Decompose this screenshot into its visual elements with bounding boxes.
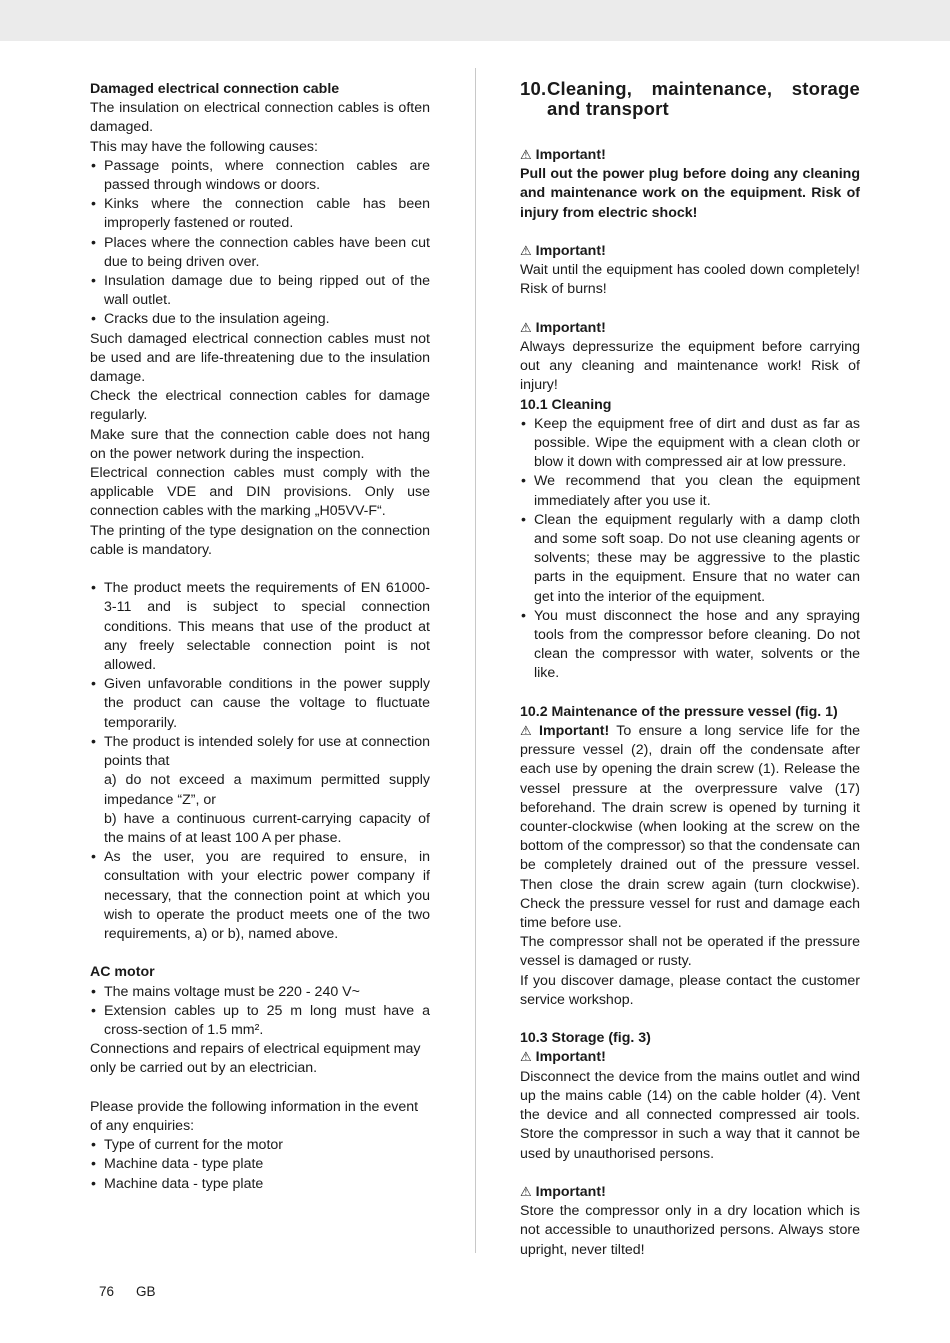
warning-heading: ⚠ Important! bbox=[520, 319, 606, 336]
list-item: • As the user, you are required to ensure, in consultation with your electric power company if necessary, that the connection point at which you wish to operate the product meets one of the two requirements, a) or b), named above. bbox=[90, 848, 430, 944]
list-item: • Given unfavorable conditions in the power supply the product can cause the voltage to fluctuate temporarily. bbox=[90, 675, 430, 733]
storage-warning-text: Store the compressor only in a dry location which is not accessible to unauthorized persons. Always store upright, never tilted! bbox=[520, 1203, 860, 1258]
warning-heading: ⚠ Important! bbox=[520, 243, 606, 259]
list-item: • Keep the equipment free of dirt and dust as far as possible. Wipe the equipment with a clean cloth or blow it down with compressed air at low pressure. bbox=[520, 415, 860, 473]
section-heading-continued bbox=[520, 99, 860, 119]
list-item: • Type of current for the motor bbox=[90, 1136, 430, 1155]
language-code: GB bbox=[136, 1284, 156, 1299]
list-item: • Clean the equipment regularly with a damp cloth and some soft soap. Do not use cleaning agents or solvents; these may be aggressive to the plastic parts in the equipment. Ensure that no water can get into the interior of the equipment. bbox=[520, 511, 860, 607]
list-item: • Machine data - type plate bbox=[90, 1155, 430, 1174]
heading-damaged-cable: Damaged electrical connection cable bbox=[90, 81, 340, 97]
right-column bbox=[520, 80, 860, 1260]
section-title-line2: and transport bbox=[547, 98, 669, 119]
warning-heading: ⚠ Important! bbox=[520, 1183, 606, 1200]
list-item: • The product meets the requirements of EN 61000-3-11 and is subject to special connection conditions. This means that use of the product at any freely selectable connection point is not allowed. bbox=[90, 579, 430, 675]
list-item-text: • The product is intended solely for use at connection points that bbox=[104, 733, 430, 770]
warning-icon: ⚠ bbox=[520, 320, 532, 336]
warning-icon: ⚠ bbox=[520, 1184, 532, 1200]
list-item: • Insulation damage due to being ripped out of the wall outlet. bbox=[90, 272, 430, 310]
paragraph: Check the electrical connection cables for damage regularly. bbox=[90, 388, 430, 424]
warning-icon: ⚠ bbox=[520, 724, 536, 740]
motor-list bbox=[90, 983, 430, 1041]
list-item: • Places where the connection cables have been cut due to being driven over. bbox=[90, 234, 430, 272]
paragraph: Connections and repairs of electrical equipment may only be carried out by an electrician. bbox=[90, 1041, 421, 1077]
list-item: • We recommend that you clean the equipment immediately after you use it. bbox=[520, 472, 860, 510]
cleaning-list bbox=[520, 415, 860, 684]
causes-list bbox=[90, 157, 430, 330]
list-item bbox=[90, 733, 430, 848]
heading-storage: 10.3 Storage (fig. 3) bbox=[520, 1030, 651, 1047]
warning-text: Always depressurize the equipment before carrying out any cleaning and maintenance work! Risk of injury! bbox=[520, 339, 860, 394]
product-requirements-list bbox=[90, 579, 430, 944]
warning-heading: ⚠ Important! bbox=[520, 1049, 606, 1066]
enquiries-list bbox=[90, 1136, 430, 1194]
warning-icon: ⚠ bbox=[520, 244, 532, 259]
paragraph: The printing of the type designation on the connection cable is mandatory. bbox=[90, 522, 430, 558]
list-item-text: b) have a continuous current-carrying capacity of the mains of at least 100 A per phase. bbox=[104, 810, 430, 846]
list-item: • Cracks due to the insulation ageing. bbox=[90, 310, 430, 329]
page-footer bbox=[99, 1282, 178, 1301]
list-item: • You must disconnect the hose and any spraying tools from the compressor before cleaning. Do not clean the compressor with water, solvents or the like. bbox=[520, 607, 860, 684]
heading-ac-motor: AC motor bbox=[90, 964, 155, 981]
warning-icon: ⚠ bbox=[520, 1050, 532, 1066]
heading-maintenance: 10.2 Maintenance of the pressure vessel (fig. 1) bbox=[520, 703, 838, 720]
paragraph: Please provide the following information in the event of any enquiries: bbox=[90, 1098, 419, 1134]
paragraph: This may have the following causes: bbox=[90, 138, 318, 155]
warning-icon: ⚠ bbox=[520, 148, 532, 163]
paragraph: The compressor shall not be operated if the pressure vessel is damaged or rusty. bbox=[520, 934, 860, 970]
top-band bbox=[0, 0, 950, 41]
column-divider bbox=[475, 68, 476, 1253]
list-item: • Kinks where the connection cable has been improperly fastened or routed. bbox=[90, 195, 430, 233]
section-heading bbox=[520, 79, 860, 99]
list-item: • Machine data - type plate bbox=[90, 1175, 430, 1194]
warning-text: Wait until the equipment has cooled down completely! Risk of burns! bbox=[520, 262, 860, 298]
list-item: • The mains voltage must be 220 - 240 V~ bbox=[90, 983, 430, 1002]
list-item: • Passage points, where connection cables are passed through windows or doors. bbox=[90, 157, 430, 195]
left-column bbox=[90, 80, 430, 1194]
heading-cleaning: 10.1 Cleaning bbox=[520, 396, 612, 413]
list-item: • Extension cables up to 25 m long must have a cross-section of 1.5 mm². bbox=[90, 1002, 430, 1040]
warning-text: Pull out the power plug before doing any cleaning and maintenance work on the equipment. Risk of injury from electric shock! bbox=[520, 166, 860, 221]
paragraph: The insulation on electrical connection cables is often damaged. bbox=[90, 100, 430, 136]
paragraph: Make sure that the connection cable does not hang on the power network during the inspection. bbox=[90, 426, 430, 462]
section-title-line1: Cleaning, maintenance, storage bbox=[547, 78, 860, 99]
paragraph: If you discover damage, please contact the customer service workshop. bbox=[520, 972, 860, 1008]
paragraph: Such damaged electrical connection cables must not be used and are life-threatening due to the insulation damage. bbox=[90, 330, 430, 386]
storage-text: Disconnect the device from the mains outlet and wind up the mains cable (14) on the cable holder (4). Vent the device and all connected compressed air tools. Store the compressor in such a way that it cannot be used by unauthorised persons. bbox=[520, 1068, 860, 1162]
paragraph: Electrical connection cables must comply with the applicable VDE and DIN provisions. Only use connection cables with the marking „H05VV-F“. bbox=[90, 465, 430, 520]
warning-heading: ⚠ Important! bbox=[520, 147, 606, 163]
section-number: 10. bbox=[520, 78, 547, 99]
list-item-text: a) do not exceed a maximum permitted supply impedance “Z”, or bbox=[104, 772, 430, 808]
maintenance-text: ⚠ Important! To ensure a long service life for the pressure vessel (2), drain off the condensate after each use by opening the drain screw (1). Release the vessel pressure at the overpressure valve (17) beforehand. The drain screw is opened by turning it counter-clockwise (when looking at the screw on the bottom of the compressor) so that the condensate can be completely drained out of the pressure vessel. Then close the drain screw again (turn clockwise). Check the pressure vessel for rust and damage each time before use. bbox=[520, 723, 861, 932]
page-number: 76 bbox=[99, 1284, 115, 1299]
